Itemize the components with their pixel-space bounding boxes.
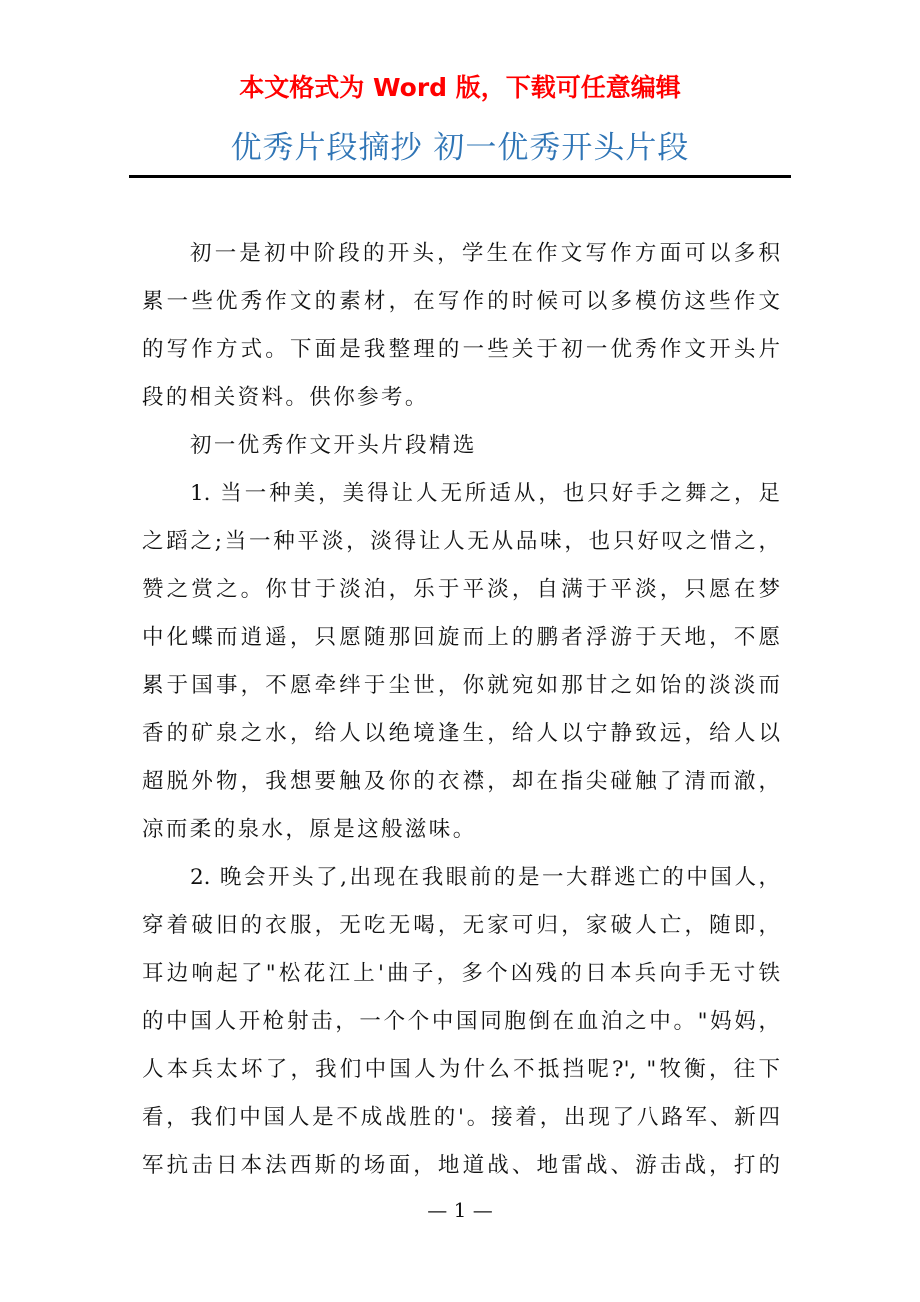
- paragraph-line: 1. 当一种美，美得让人无所适从，也只好手之舞之，足: [190, 481, 780, 506]
- paragraph-line: 累一些优秀作文的素材，在写作的时候可以多模仿这些作文: [142, 289, 780, 314]
- paragraph-line: 初一是初中阶段的开头，学生在作文写作方面可以多积: [190, 241, 780, 266]
- paragraph-line: 之蹈之;当一种平淡，淡得让人无从品味，也只好叹之惜之，: [142, 529, 780, 554]
- document-title: 优秀片段摘抄 初一优秀开头片段: [230, 130, 690, 166]
- page-number: — 1 —: [427, 1198, 493, 1222]
- paragraph-line: 凉而柔的泉水，原是这般滋味。: [142, 817, 477, 842]
- paragraph-line: 耳边响起了"松花江上'曲子，多个凶残的日本兵向手无寸铁: [142, 961, 780, 986]
- paragraph-line: 香的矿泉之水，给人以绝境逢生，给人以宁静致远，给人以: [142, 721, 780, 746]
- paragraph-line: 穿着破旧的衣服，无吃无喝，无家可归，家破人亡，随即，: [142, 913, 780, 938]
- document-body: [142, 235, 780, 1195]
- paragraph-line: 初一优秀作文开头片段精选: [190, 433, 477, 458]
- title-divider: [129, 175, 791, 178]
- paragraph-line: 军抗击日本法西斯的场面，地道战、地雷战、游击战，打的: [142, 1153, 780, 1178]
- paragraph-line: 段的相关资料。供你参考。: [142, 385, 429, 410]
- word-format-notice: 本文格式为 Word 版，下载可任意编辑: [239, 73, 681, 102]
- paragraph-line: 的中国人开枪射击，一个个中国同胞倒在血泊之中。"妈妈，: [142, 1009, 780, 1034]
- paragraph-line: 累于国事，不愿牵绊于尘世，你就宛如那甘之如饴的淡淡而: [142, 673, 780, 698]
- paragraph-line: 人本兵太坏了，我们中国人为什么不抵挡呢?', "牧衡，往下: [142, 1057, 780, 1082]
- paragraph-line: 超脱外物，我想要触及你的衣襟，却在指尖碰触了清而澈，: [142, 769, 780, 794]
- paragraph-line: 2. 晚会开头了,出现在我眼前的是一大群逃亡的中国人，: [190, 865, 780, 890]
- paragraph-line: 的写作方式。下面是我整理的一些关于初一优秀作文开头片: [142, 337, 780, 362]
- paragraph-line: 中化蝶而逍遥，只愿随那回旋而上的鹏者浮游于天地，不愿: [142, 625, 780, 650]
- paragraph-line: 看，我们中国人是不成战胜的'。接着，出现了八路军、新四: [142, 1105, 780, 1130]
- paragraph-line: 赞之赏之。你甘于淡泊，乐于平淡，自满于平淡，只愿在梦: [142, 577, 780, 602]
